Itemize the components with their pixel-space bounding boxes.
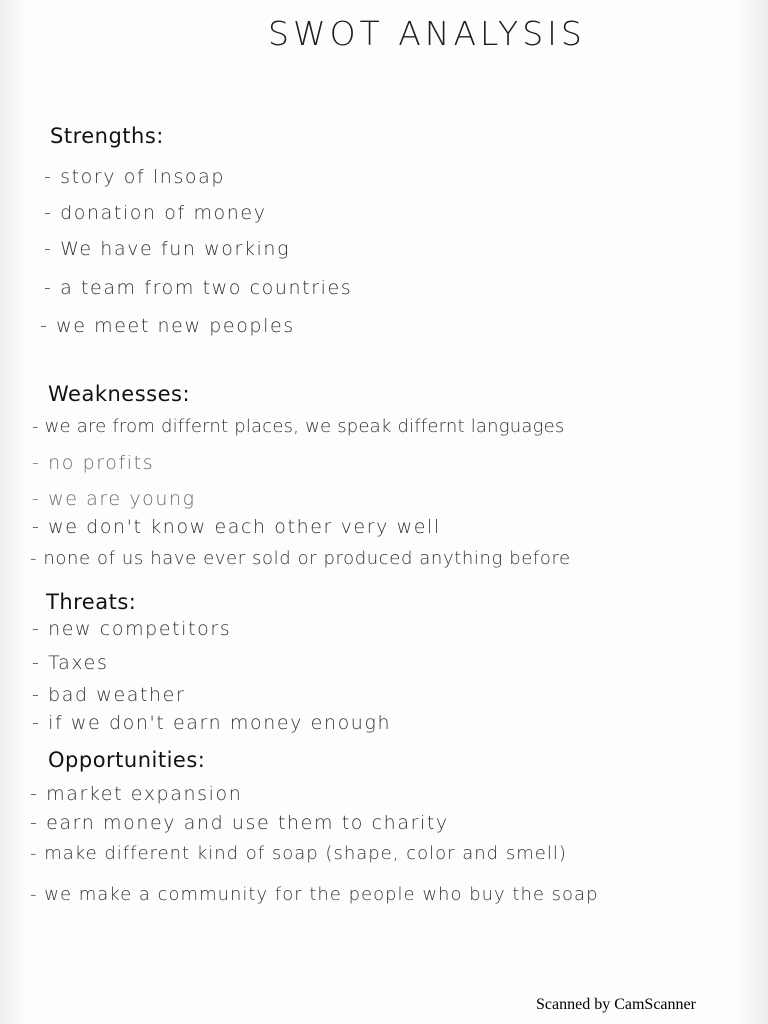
opportunities-heading: Opportunities: xyxy=(48,748,206,772)
threats-item: - if we don't earn money enough xyxy=(32,712,392,734)
threats-item: - bad weather xyxy=(32,684,186,706)
weaknesses-item: - we are from differnt places, we speak differnt languages xyxy=(32,416,565,437)
page-title: SWOT ANALYSIS xyxy=(268,14,586,53)
weaknesses-item: - we are young xyxy=(32,488,196,510)
strengths-item: - we meet new peoples xyxy=(40,315,295,337)
strengths-item: - a team from two countries xyxy=(44,277,353,299)
paper-edge-right xyxy=(738,0,768,1024)
weaknesses-item: - we don't know each other very well xyxy=(32,516,441,538)
strengths-item: - We have fun working xyxy=(44,238,291,260)
threats-item: - Taxes xyxy=(32,652,109,674)
strengths-item: - donation of money xyxy=(44,202,267,224)
opportunities-item: - earn money and use them to charity xyxy=(30,812,449,834)
opportunities-item: - we make a community for the people who buy the soap xyxy=(30,884,599,905)
threats-item: - new competitors xyxy=(32,618,232,640)
opportunities-item: - market expansion xyxy=(30,783,243,805)
scanner-watermark: Scanned by CamScanner xyxy=(536,996,696,1013)
paper-edge-left xyxy=(0,0,26,1024)
weaknesses-item: - none of us have ever sold or produced anything before xyxy=(30,548,571,569)
weaknesses-item: - no profits xyxy=(32,452,155,474)
strengths-heading: Strengths: xyxy=(50,124,164,148)
threats-heading: Threats: xyxy=(46,590,137,614)
strengths-item: - story of lnsoap xyxy=(44,166,226,188)
weaknesses-heading: Weaknesses: xyxy=(48,382,191,406)
opportunities-item: - make different kind of soap (shape, color and smell) xyxy=(30,843,567,864)
